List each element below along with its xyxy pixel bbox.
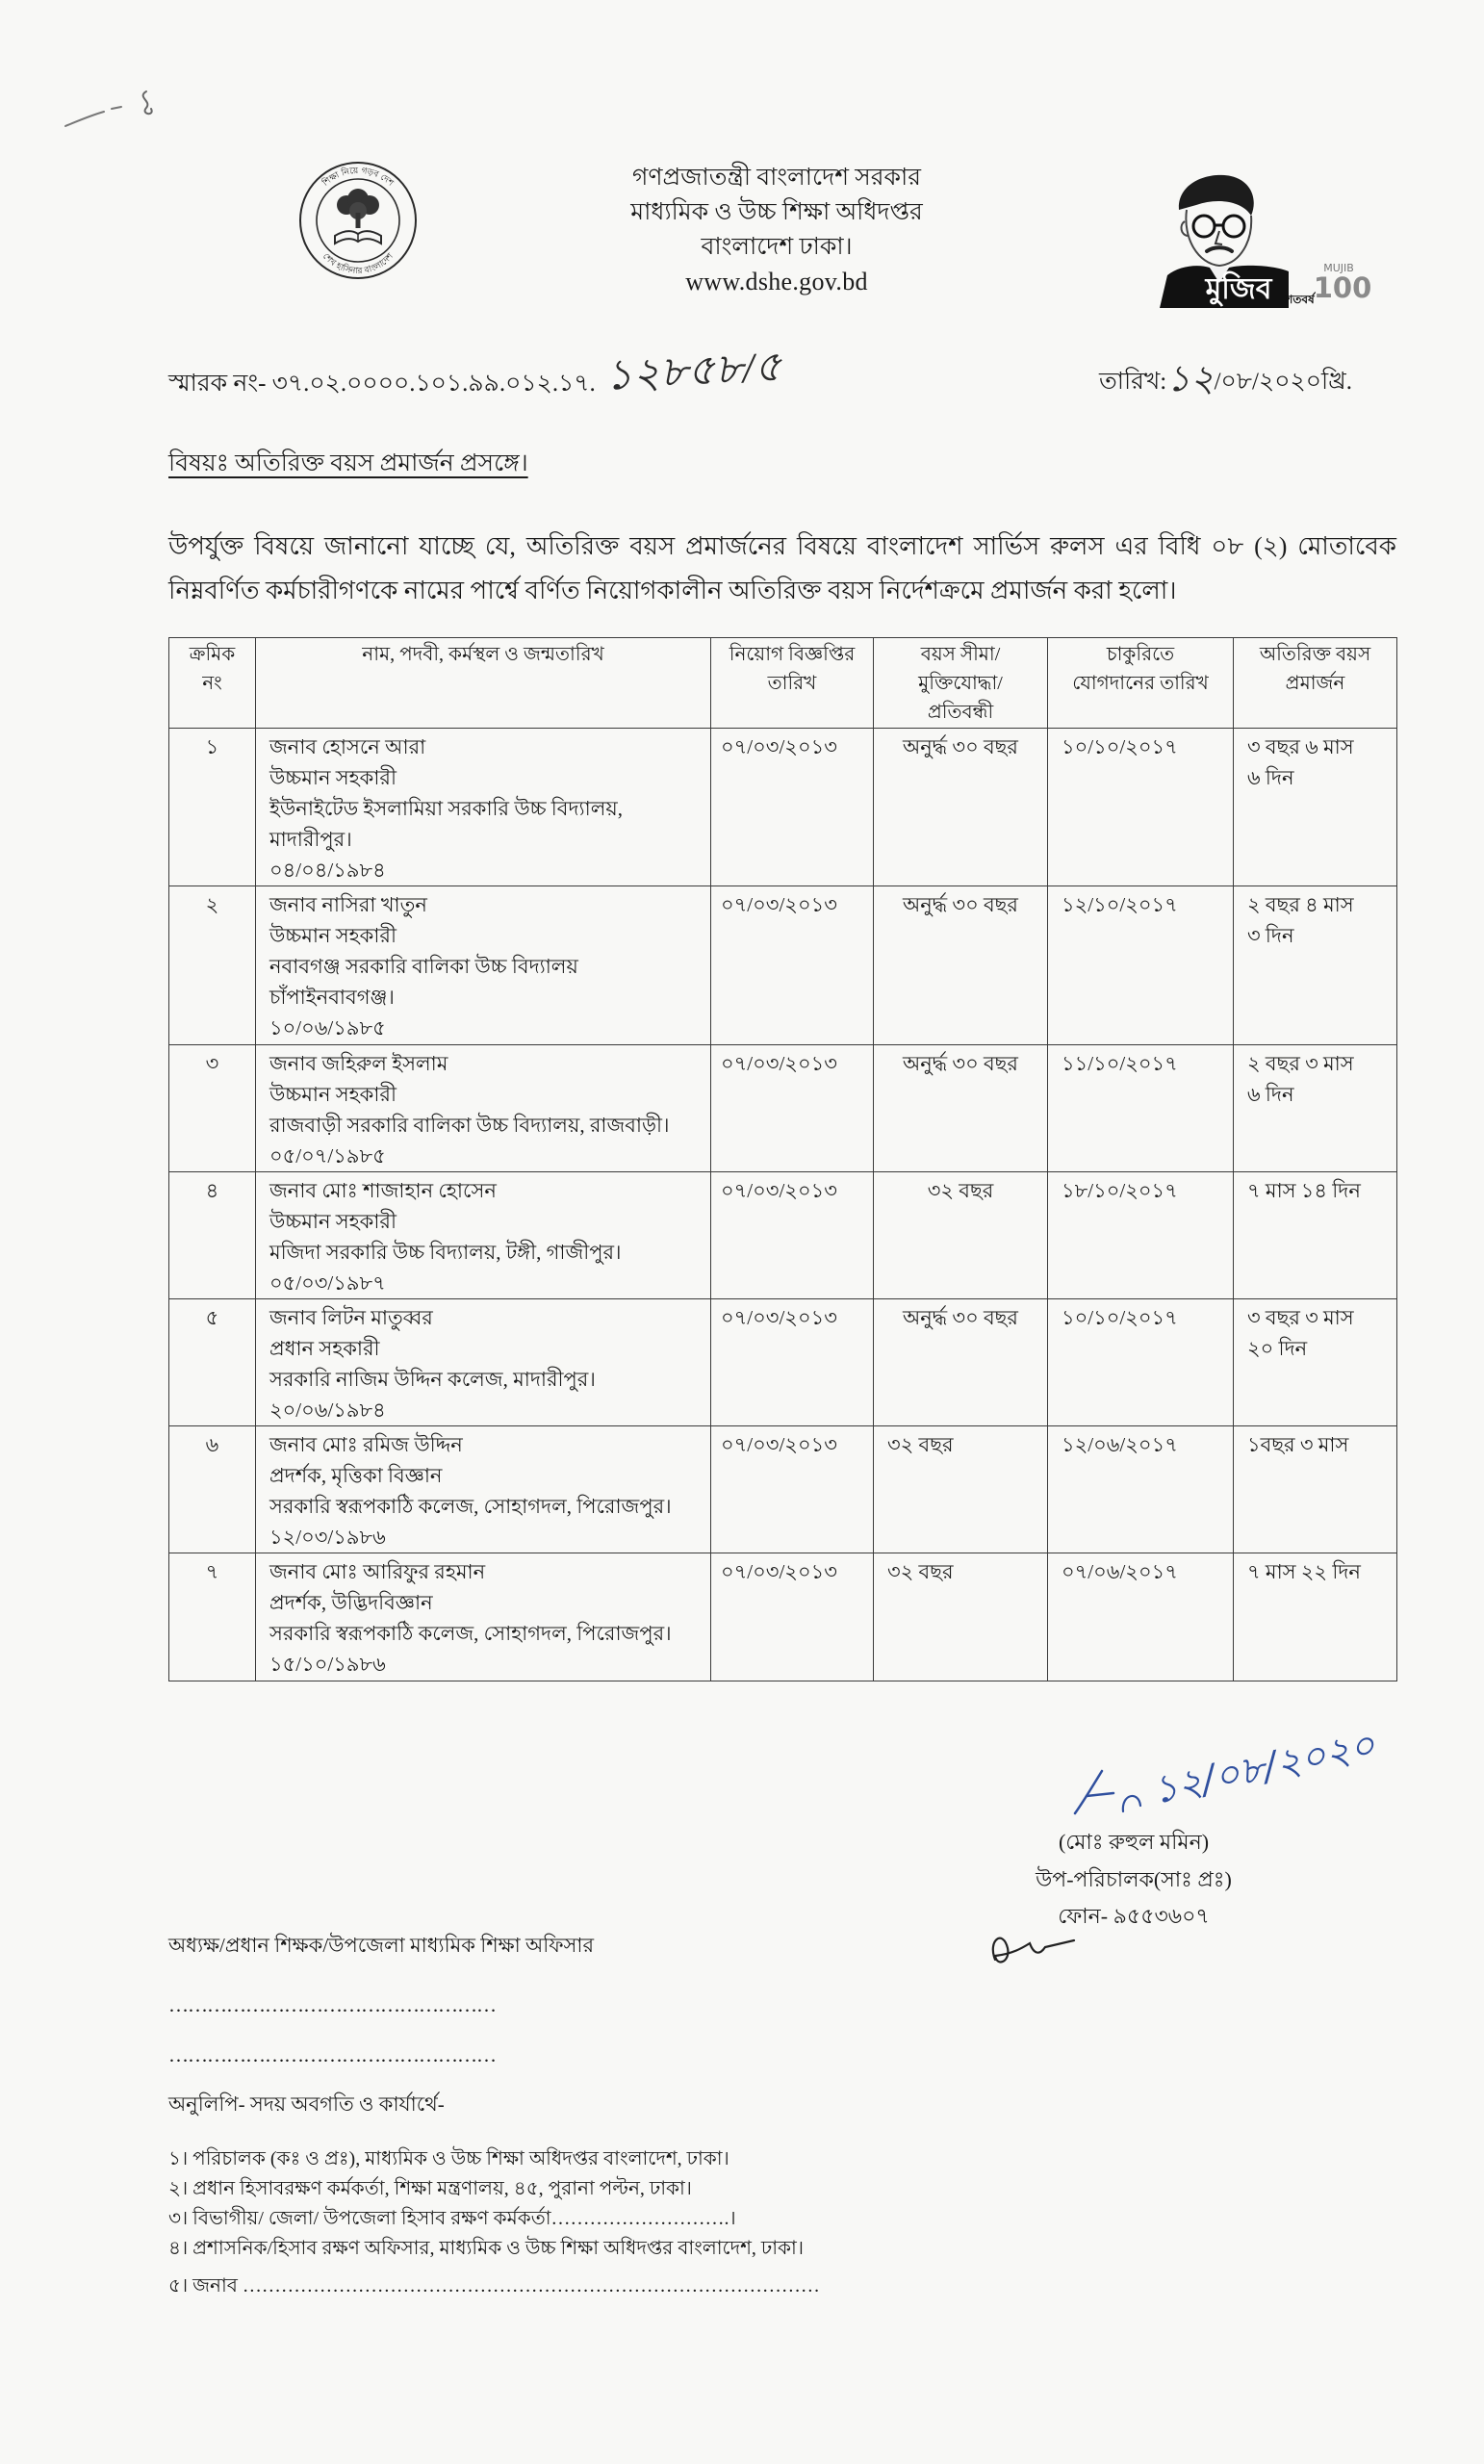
pen-scribble-mark [60, 82, 166, 135]
employee-birth-date: ১০/০৬/১৯৮৫ [269, 1016, 386, 1040]
serial-cell [169, 729, 256, 886]
age-relaxation-cell [1234, 1553, 1397, 1681]
joining-date-cell [1048, 1553, 1234, 1681]
joining-date-cell [1048, 886, 1234, 1045]
age-limit-cell [874, 1172, 1048, 1299]
letter-date [1099, 359, 1352, 400]
employee-name: জনাব হোসনে আরা [269, 735, 426, 758]
memo-number-handwritten: ১২৮৫৮/৫ [603, 343, 783, 399]
age-limit: ৩২ বছর [887, 1560, 954, 1583]
employee-workplace: চাঁপাইনবাবগঞ্জ। [269, 986, 395, 1009]
serial-number: ৪ [205, 1179, 219, 1202]
recipient-title: অধ্যক্ষ/প্রধান শিক্ষক/উপজেলা মাধ্যমিক শিক্ষা অফিসার [168, 1934, 595, 1957]
column-header [874, 638, 1048, 729]
circular-date-cell [711, 1045, 874, 1172]
copy-to-list [168, 2144, 820, 2301]
table-row [169, 886, 1397, 1045]
serial-number: ৬ [205, 1433, 219, 1456]
joining-date-cell [1048, 1045, 1234, 1172]
serial-number: ৫ [205, 1306, 219, 1329]
column-header-text: ক্রমিক [189, 644, 236, 665]
column-header-text: তারিখ [767, 673, 817, 694]
age-limit: অনুর্দ্ধ ৩০ বছর [903, 735, 1018, 758]
employee-cell [256, 729, 711, 886]
employee-cell [256, 1553, 711, 1681]
age-relaxation: ১বছর ৩ মাস [1247, 1433, 1349, 1456]
employee-workplace: সরকারি স্বরূপকাঠি কলেজ, সোহাগদল, পিরোজপুর। [269, 1495, 672, 1518]
age-relaxation: ৭ মাস ১৪ দিন [1247, 1179, 1361, 1202]
employee-workplace: সরকারি নাজিম উদ্দিন কলেজ, মাদারীপুর। [269, 1368, 596, 1391]
table-row [169, 1553, 1397, 1681]
circular-date: ০৭/০৩/২০১৩ [721, 735, 837, 758]
date-day-handwritten: ১২ [1166, 359, 1215, 399]
table-row [169, 1299, 1397, 1426]
circular-date-cell [711, 1426, 874, 1553]
employee-cell [256, 1172, 711, 1299]
circular-date: ০৭/০৩/২০১৩ [721, 1052, 837, 1075]
age-limit-cell [874, 729, 1048, 886]
column-header-text: নিয়োগ বিজ্ঞপ্তির [729, 644, 856, 665]
serial-number: ১ [205, 735, 219, 758]
circular-date-cell [711, 729, 874, 886]
age-relaxation: ২০ দিন [1247, 1337, 1308, 1360]
serial-number: ২ [205, 893, 219, 916]
letterhead [565, 161, 988, 299]
column-header-text: প্রমার্জন [1285, 673, 1345, 694]
circular-date: ০৭/০৩/২০১৩ [721, 1306, 837, 1329]
joining-date: ১০/১০/২০১৭ [1062, 735, 1178, 758]
copy-recipient-item: ২। প্রধান হিসাবরক্ষণ কর্মকর্তা, শিক্ষা মন্ত্রণালয়, ৪৫, পুরানা পল্টন, ঢাকা। [168, 2178, 692, 2199]
circular-date-cell [711, 1172, 874, 1299]
table-row [169, 1045, 1397, 1172]
age-limit-cell [874, 1426, 1048, 1553]
employee-name: জনাব লিটন মাতুব্বর [269, 1306, 433, 1329]
age-limit-cell [874, 1045, 1048, 1172]
employee-workplace: ইউনাইটেড ইসলামিয়া সরকারি উচ্চ বিদ্যালয়, [269, 797, 623, 820]
employee-designation: উচ্চমান সহকারী [269, 766, 397, 789]
employee-birth-date: ২০/০৬/১৯৮৪ [269, 1399, 386, 1422]
age-limit: অনুর্দ্ধ ৩০ বছর [903, 1052, 1018, 1075]
tree-book-icon [335, 189, 381, 244]
employee-designation: প্রদর্শক, উদ্ভিদবিজ্ঞান [269, 1591, 433, 1614]
directorate-name: মাধ্যমিক ও উচ্চ শিক্ষা অধিদপ্তর [630, 199, 923, 225]
employee-designation: উচ্চমান সহকারী [269, 1210, 397, 1233]
employee-workplace: মজিদা সরকারি উচ্চ বিদ্যালয়, টঙ্গী, গাজীপুর। [269, 1241, 622, 1264]
age-relaxation-cell [1234, 729, 1397, 886]
joining-date: ১২/০৬/২০১৭ [1062, 1433, 1178, 1456]
copy-recipient-item: ৪। প্রশাসনিক/হিসাব রক্ষণ অফিসার, মাধ্যমিক ও উচ্চ শিক্ষা অধিদপ্তর বাংলাদেশ, ঢাকা। [168, 2238, 804, 2259]
signatory-phone: ফোন- ৯৫৫৩৬০৭ [1058, 1904, 1210, 1928]
table-row [169, 1426, 1397, 1553]
joining-date: ১৮/১০/২০১৭ [1062, 1179, 1178, 1202]
initial-signature [984, 1917, 1080, 1975]
age-limit: ৩২ বছর [887, 1433, 954, 1456]
column-header [711, 638, 874, 729]
circular-date: ০৭/০৩/২০১৩ [721, 1179, 837, 1202]
memo-number-label: স্মারক নং- ৩৭.০২.০০০০.১০১.৯৯.০১২.১৭. [168, 371, 596, 397]
letter-body-paragraph: উপর্যুক্ত বিষয়ে জানানো যাচ্ছে যে, অতিরিক্ত বয়স প্রমার্জনের বিষয়ে বাংলাদেশ সার্ভিস রুলস এর বিধি ০৮ (২) মোতাবেক নিম্নবর্ণিত কর্মচারীগণকে নামের পার্শ্বে বর্ণিত নিয়োগকালীন অতিরিক্ত বয়স নির্দেশক্রমে প্রমার্জন করা হলো। [168, 532, 1396, 604]
circular-date: ০৭/০৩/২০১৩ [721, 1433, 837, 1456]
age-relaxation-cell [1234, 886, 1397, 1045]
employee-workplace: সরকারি স্বরূপকাঠি কলেজ, সোহাগদল, পিরোজপুর। [269, 1622, 672, 1645]
joining-date-cell [1048, 1426, 1234, 1553]
age-relaxation: ৭ মাস ২২ দিন [1247, 1560, 1361, 1583]
table-header-row [169, 638, 1397, 729]
serial-cell [169, 1045, 256, 1172]
age-relaxation-cell [1234, 1045, 1397, 1172]
serial-cell [169, 1299, 256, 1426]
serial-cell [169, 886, 256, 1045]
serial-cell [169, 1172, 256, 1299]
age-limit-cell [874, 1299, 1048, 1426]
table-body [169, 729, 1397, 1681]
copy-to-heading: অনুলিপি- সদয় অবগতি ও কার্যার্থে- [168, 2092, 445, 2116]
officer-signature [1063, 1723, 1381, 1834]
table-row [169, 729, 1397, 886]
circular-date-cell [711, 1299, 874, 1426]
joining-date: ১২/১০/২০১৭ [1062, 893, 1178, 916]
recipient-blank-line-1: …………………………………………… [168, 1993, 496, 2016]
employee-cell [256, 1045, 711, 1172]
age-relaxation-cell [1234, 1426, 1397, 1553]
age-relaxation: ২ বছর ৪ মাস [1247, 893, 1354, 916]
employee-birth-date: ১২/০৩/১৯৮৬ [269, 1526, 386, 1549]
copy-recipient-item: ১। পরিচালক (কঃ ও প্রঃ), মাধ্যমিক ও উচ্চ শিক্ষা অধিদপ্তর বাংলাদেশ, ঢাকা। [168, 2148, 729, 2169]
emblem-top-text: শিক্ষা নিয়ে গড়ব দেশ [320, 166, 396, 189]
circular-date: ০৭/০৩/২০১৩ [721, 893, 837, 916]
joining-date: ০৭/০৬/২০১৭ [1062, 1560, 1178, 1583]
joining-date: ১১/১০/২০১৭ [1062, 1052, 1178, 1075]
column-header-text: প্রতিবন্ধী [927, 702, 994, 723]
government-name: গণপ্রজাতন্ত্রী বাংলাদেশ সরকার [631, 165, 922, 191]
age-limit-cell [874, 886, 1048, 1045]
employee-designation: উচ্চমান সহকারী [269, 1083, 397, 1106]
copy-recipient-item: ৫। জনাব ……………………………………………………………………………… [168, 2275, 820, 2297]
employee-designation: উচ্চমান সহকারী [269, 924, 397, 947]
circular-date-cell [711, 886, 874, 1045]
signatory-name: (মোঃ রুহুল মমিন) [1058, 1830, 1210, 1854]
serial-cell [169, 1553, 256, 1681]
column-header [169, 638, 256, 729]
letter-subject: বিষয়ঃ অতিরিক্ত বয়স প্রমার্জন প্রসঙ্গে। [168, 450, 528, 476]
age-relaxation: ২ বছর ৩ মাস [1247, 1052, 1354, 1075]
joining-date: ১০/১০/২০১৭ [1062, 1306, 1178, 1329]
date-month-year: /০৮/২০২০খ্রি. [1214, 369, 1352, 395]
table-row [169, 1172, 1397, 1299]
employee-designation: প্রধান সহকারী [269, 1337, 380, 1360]
employee-birth-date: ০৫/০৭/১৯৮৫ [269, 1144, 386, 1168]
age-relaxation-cell [1234, 1299, 1397, 1426]
age-relaxation-table [168, 637, 1397, 1681]
column-header-text: যোগদানের তারিখ [1072, 673, 1209, 694]
employee-name: জনাব মোঃ শাজাহান হোসেন [269, 1179, 497, 1202]
employee-birth-date: ০৪/০৪/১৯৮৪ [269, 859, 386, 882]
column-header-text: বয়স সীমা/ [920, 644, 1001, 665]
memo-number-line [168, 343, 783, 402]
date-label: তারিখ: [1098, 369, 1167, 395]
mujib-centenary-logo [1160, 171, 1372, 308]
employee-designation: প্রদর্শক, মৃত্তিকা বিজ্ঞান [269, 1464, 443, 1487]
emblem-bottom-text: শেখ হাসিনার বাংলাদেশ [320, 251, 396, 277]
age-relaxation: ৩ বছর ৩ মাস [1247, 1306, 1354, 1329]
mujib-logo-number: 100 [1313, 271, 1372, 304]
column-header-text: চাকুরিতে [1106, 644, 1175, 665]
column-header-text: নাম, পদবী, কর্মস্থল ও জন্মতারিখ [362, 644, 604, 665]
age-limit: অনুর্দ্ধ ৩০ বছর [903, 893, 1018, 916]
joining-date-cell [1048, 729, 1234, 886]
employee-workplace: রাজবাড়ী সরকারি বালিকা উচ্চ বিদ্যালয়, রাজবাড়ী। [269, 1114, 670, 1137]
serial-number: ৭ [205, 1560, 219, 1583]
age-relaxation: ৩ দিন [1247, 924, 1294, 947]
age-relaxation: ৩ বছর ৬ মাস [1247, 735, 1354, 758]
dshe-emblem-logo [298, 161, 418, 280]
age-limit: ৩২ বছর [927, 1179, 994, 1202]
employee-cell [256, 1299, 711, 1426]
website-link: www.dshe.gov.bd [685, 268, 868, 295]
age-limit: অনুর্দ্ধ ৩০ বছর [903, 1306, 1018, 1329]
signature-handwritten-date: ১২/০৮/২০২০ [1148, 1722, 1379, 1813]
mujib-logo-bn-title: মুজিব [1205, 272, 1272, 306]
office-location: বাংলাদেশ ঢাকা। [701, 234, 853, 260]
age-relaxation-cell [1234, 1172, 1397, 1299]
circular-date-cell [711, 1553, 874, 1681]
signatory-designation: উপ-পরিচালক(সাঃ প্রঃ) [1036, 1866, 1232, 1891]
circular-date: ০৭/০৩/২০১৩ [721, 1560, 837, 1583]
joining-date-cell [1048, 1172, 1234, 1299]
employee-cell [256, 886, 711, 1045]
age-limit-cell [874, 1553, 1048, 1681]
column-header [256, 638, 711, 729]
employee-name: জনাব মোঃ আরিফুর রহমান [269, 1560, 486, 1583]
employee-workplace: মাদারীপুর। [269, 828, 352, 851]
employee-birth-date: ১৫/১০/১৯৮৬ [269, 1653, 386, 1676]
table-header [169, 638, 1397, 729]
employee-name: জনাব নাসিরা খাতুন [269, 893, 427, 916]
age-relaxation: ৬ দিন [1247, 1083, 1294, 1106]
copy-recipient-item: ৩। বিভাগীয়/ জেলা/ উপজেলা হিসাব রক্ষণ কর্মকর্তা……………………….। [168, 2208, 736, 2229]
column-header-text: নং [202, 673, 222, 694]
employee-name: জনাব মোঃ রমিজ উদ্দিন [269, 1433, 463, 1456]
employee-name: জনাব জহিরুল ইসলাম [269, 1052, 448, 1075]
employee-cell [256, 1426, 711, 1553]
mujib-logo-en-title: MUJIB [1323, 262, 1354, 274]
serial-number: ৩ [205, 1052, 219, 1075]
column-header [1234, 638, 1397, 729]
age-relaxation: ৬ দিন [1247, 766, 1294, 789]
column-header-text: মুক্তিযোদ্ধা/ [918, 673, 1003, 694]
joining-date-cell [1048, 1299, 1234, 1426]
recipient-blank-line-2: …………………………………………… [168, 2043, 496, 2066]
column-header-text: অতিরিক্ত বয়স [1259, 644, 1371, 665]
mujib-logo-bn-subtitle: শতবর্ষ [1286, 293, 1315, 306]
employee-workplace: নবাবগঞ্জ সরকারি বালিকা উচ্চ বিদ্যালয় [269, 955, 578, 978]
column-header [1048, 638, 1234, 729]
employee-birth-date: ০৫/০৩/১৯৮৭ [269, 1271, 386, 1295]
serial-cell [169, 1426, 256, 1553]
